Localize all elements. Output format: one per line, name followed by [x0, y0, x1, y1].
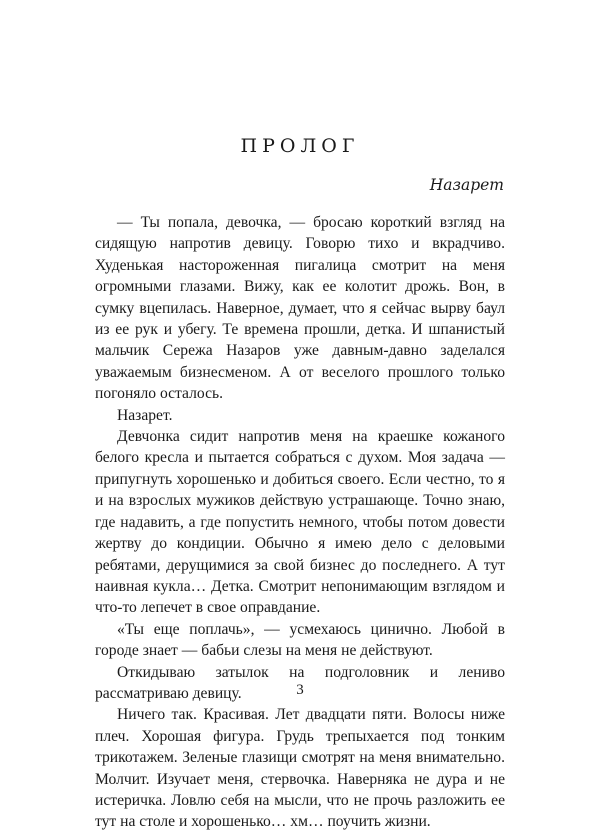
- paragraph: Девчонка сидит напротив меня на краешке кожаного белого кресла и пытается собраться с духом. Моя задача — припугнуть хорошенько и добиться своего. Если честно, то я и на взрослых мужиков действую устрашающе. Точно знаю, где надавить, а где попустить немного, чтобы потом довести жертву до кондиции. Обычно я имею дело с деловыми ребятами, дерущимися за свой бизнес до последнего. А тут наивная кукла… Детка. Смотрит непонимающим взглядом и что-то лепечет в свое оправдание.: [95, 428, 505, 617]
- chapter-title: ПРОЛОГ: [240, 135, 360, 157]
- page-number: 3: [296, 682, 304, 698]
- paragraph: Откидываю затылок на подголовник и лениво рассматриваю девицу.: [95, 663, 505, 702]
- narrator-heading: Назарет: [429, 176, 504, 194]
- paragraph: — Ты попала, девочка, — бросаю короткий взгляд на сидящую напротив девицу. Говорю тихо и вкрадчиво. Худенькая настороженная пигалица смотрит на меня огромными глазами. Вижу, как ее колотит дрожь. Вон, в сумку вцепилась. Наверное, думает, что я сейчас вырву баул из ее рук и убегу. Те времена прошли, детка. И шпанистый мальчик Сережа Назаров уже давным-давно заделался уважаемым бизнесменом. А от веселого прошлого только погоняло осталось.: [95, 214, 505, 403]
- paragraph: Назарет.: [117, 406, 173, 424]
- paragraph: Ничего так. Красивая. Лет двадцати пяти. Волосы ниже плеч. Хорошая фигура. Грудь трепыхается под тонким трикотажем. Зеленые глазищи смотрят на меня внимательно. Молчит. Изучает меня, стервочка. Наверняка не дура и не истеричка. Ловлю себя на мысли, что не прочь разложить ее тут на столе и хорошенько… хм… поучить жизни.: [95, 706, 505, 831]
- paragraph: «Ты еще поплачь», — усмехаюсь цинично. Любой в городе знает — бабьи слезы на меня не действуют.: [95, 620, 505, 660]
- body-text: [95, 212, 505, 833]
